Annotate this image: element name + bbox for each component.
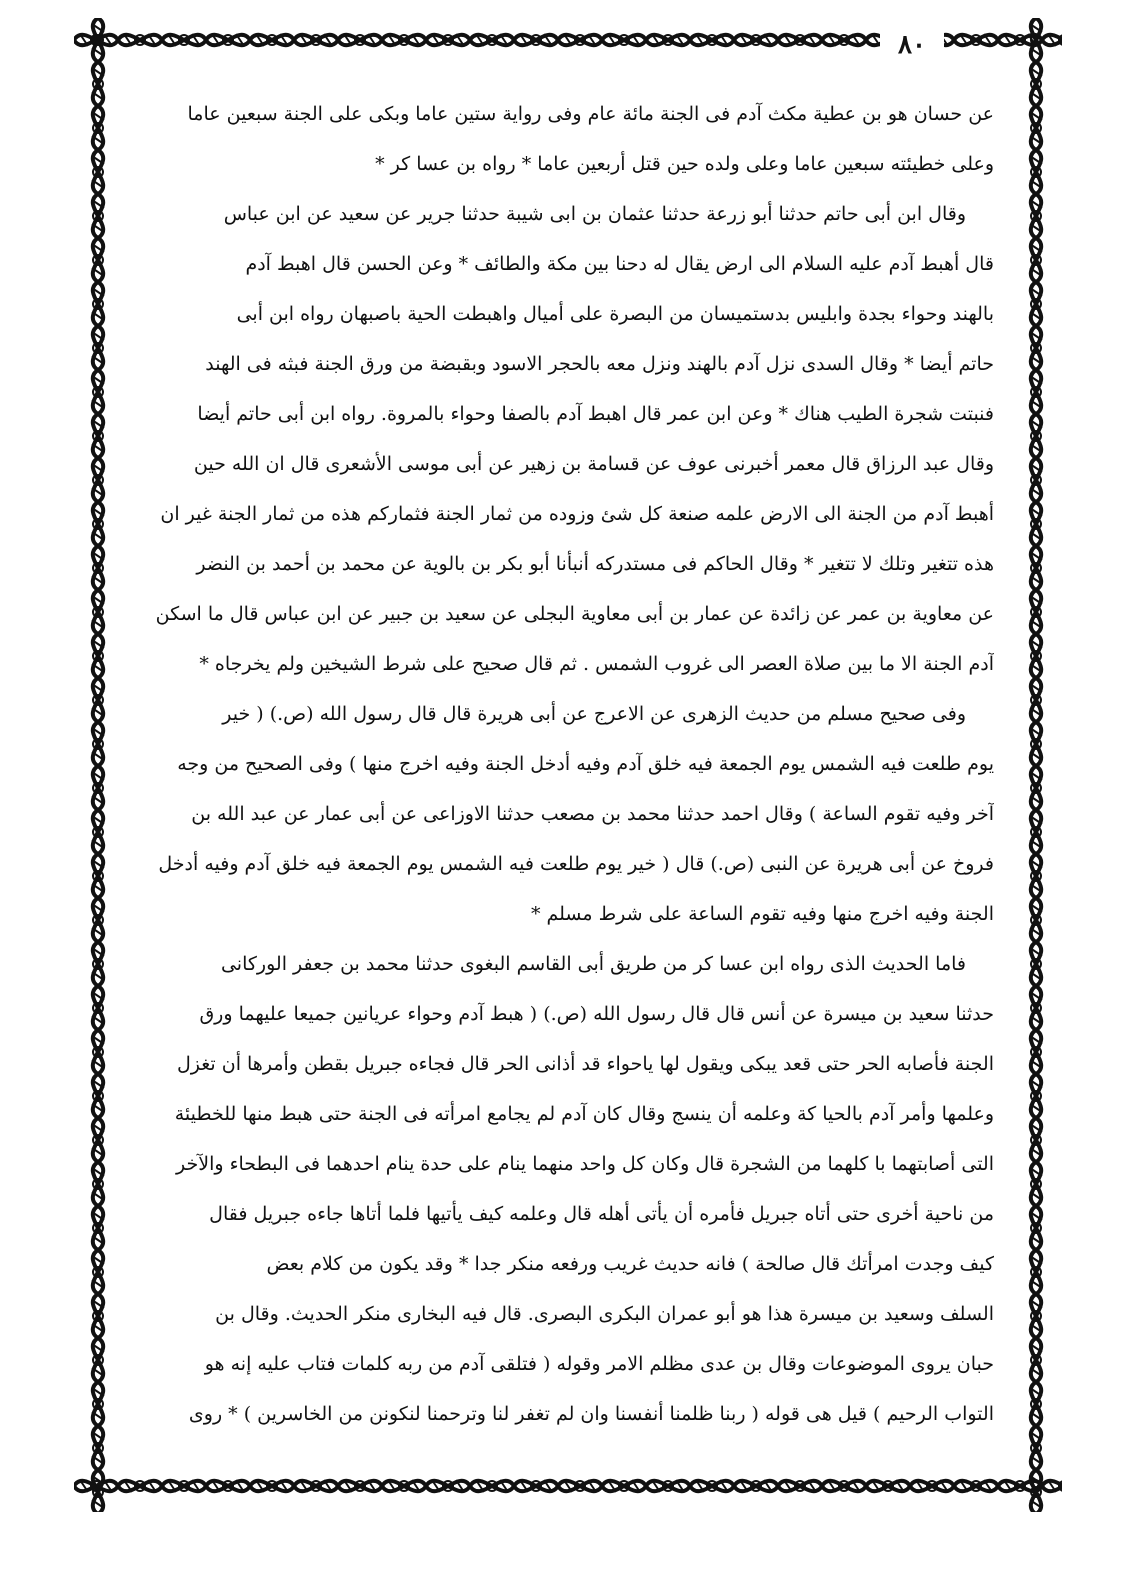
page-number-box (880, 26, 944, 64)
text-line: هذه تتغير وتلك لا تتغير * وقال الحاكم فى مستدركه أنبأنا أبو بكر بن بالوية عن محمد بن أحمد بن النضر (196, 553, 994, 575)
text-line: وقال ابن أبى حاتم حدثنا أبو زرعة حدثنا عثمان بن ابى شيبة حدثنا جرير عن سعيد عن ابن عباس (223, 203, 966, 225)
text-line: آخر وفيه تقوم الساعة ) وقال احمد حدثنا محمد بن مصعب حدثنا الاوزاعى عن أبى عمار عن عبد الله بن (191, 803, 994, 825)
text-line: قال أهبط آدم عليه السلام الى ارض يقال له دحنا بين مكة والطائف * وعن الحسن قال اهبط آدم (245, 253, 994, 275)
text-line: التواب الرحيم ) قيل هى قوله ( ربنا ظلمنا أنفسنا وان لم تغفر لنا وترحمنا لنكونن من الخاسرين ) * روى (188, 1403, 994, 1425)
text-line: يوم طلعت فيه الشمس يوم الجمعة فيه خلق آدم وفيه أدخل الجنة وفيه اخرج منها ) وفى الصحيح من وجه (177, 753, 994, 775)
text-line: كيف وجدت امرأتك قال صالحة ) فانه حديث غريب ورفعه منكر جدا * وقد يكون من كلام بعض (266, 1253, 994, 1275)
decorative-border-right (1000, 18, 1062, 1512)
text-line: حبان يروى الموضوعات وقال بن عدى مظلم الامر وقوله ( فتلقى آدم من ربه كلمات فتاب عليه إنه هو (204, 1353, 994, 1375)
text-line: حاتم أيضا * وقال السدى نزل آدم بالهند ونزل معه بالحجر الاسود وبقبضة من ورق الجنة فبثه فى الهند (205, 353, 994, 375)
text-line: آدم الجنة الا ما بين صلاة العصر الى غروب الشمس . ثم قال صحيح على شرط الشيخين ولم يخرجاه * (199, 653, 994, 675)
text-line: وعلمها وأمر آدم بالحيا كة وعلمه أن ينسج وقال كان آدم لم يجامع امرأته فى الجنة حتى هبط منها للخطيئة (174, 1103, 994, 1125)
text-line: من ناحية أخرى حتى أتاه جبريل فأمره أن يأتى أهله قال وعلمه كيف يأتيها فلما أتاها جاءه جبريل فقال (209, 1203, 994, 1225)
body-text (138, 92, 994, 1444)
text-line: فروخ عن أبى هريرة عن النبى (ص.) قال ( خير يوم طلعت فيه الشمس يوم الجمعة فيه خلق آدم وفيه أدخل (158, 853, 994, 875)
decorative-border-left (74, 18, 134, 1512)
text-line: فاما الحديث الذى رواه ابن عسا كر من طريق أبى القاسم البغوى حدثنا محمد بن جعفر الوركانى (220, 953, 966, 975)
text-line: التى أصابتهما با كلهما من الشجرة قال وكان كل واحد منهما ينام على حدة ينام احدهما فى البطحاء والآخر (176, 1153, 994, 1175)
text-line: عن حسان هو بن عطية مكث آدم فى الجنة مائة عام وفى رواية ستين عاما وبكى على الجنة سبعين عاما (187, 103, 994, 125)
text-line: الجنة وفيه اخرج منها وفيه تقوم الساعة على شرط مسلم * (530, 903, 994, 925)
page-number: ٨٠ (898, 30, 926, 60)
text-line: بالهند وحواء بجدة وابليس بدستميسان من البصرة على أميال واهبطت الحية باصبهان رواه ابن أبى (236, 303, 994, 325)
text-line: وعلى خطيئته سبعين عاما وعلى ولده حين قتل أربعين عاما * رواه بن عسا كر * (375, 153, 994, 175)
text-line: فنبتت شجرة الطيب هناك * وعن ابن عمر قال اهبط آدم بالصفا وحواء بالمروة. رواه ابن أبى حاتم أيضا (197, 403, 994, 425)
decorative-border-bottom (74, 1450, 1062, 1512)
text-line: حدثنا سعيد بن ميسرة عن أنس قال قال رسول الله (ص.) ( هبط آدم وحواء عريانين جميعا عليهما ورق (199, 1003, 994, 1025)
text-line: الجنة فأصابه الحر حتى قعد يبكى ويقول لها ياحواء قد أذانى الحر قال فجاءه جبريل بقطن وأمرها أن تغزل (176, 1053, 994, 1075)
text-line: عن معاوية بن عمر عن زائدة عن عمار بن أبى معاوية البجلى عن سعيد بن جبير عن ابن عباس قال ما اسكن (155, 603, 994, 625)
text-line: وقال عبد الرزاق قال معمر أخبرنى عوف عن قسامة بن زهير عن أبى موسى الأشعرى قال ان الله حين (193, 453, 994, 475)
text-line: وفى صحيح مسلم من حديث الزهرى عن الاعرج عن أبى هريرة قال قال رسول الله (ص.) ( خير (222, 703, 966, 725)
text-line: أهبط آدم من الجنة الى الارض علمه صنعة كل شئ وزوده من ثمار الجنة فثماركم هذه من ثمار الجنة غير ان (160, 503, 994, 525)
text-line: السلف وسعيد بن ميسرة هذا هو أبو عمران البكرى البصرى. قال فيه البخارى منكر الحديث. وقال بن (215, 1303, 994, 1325)
